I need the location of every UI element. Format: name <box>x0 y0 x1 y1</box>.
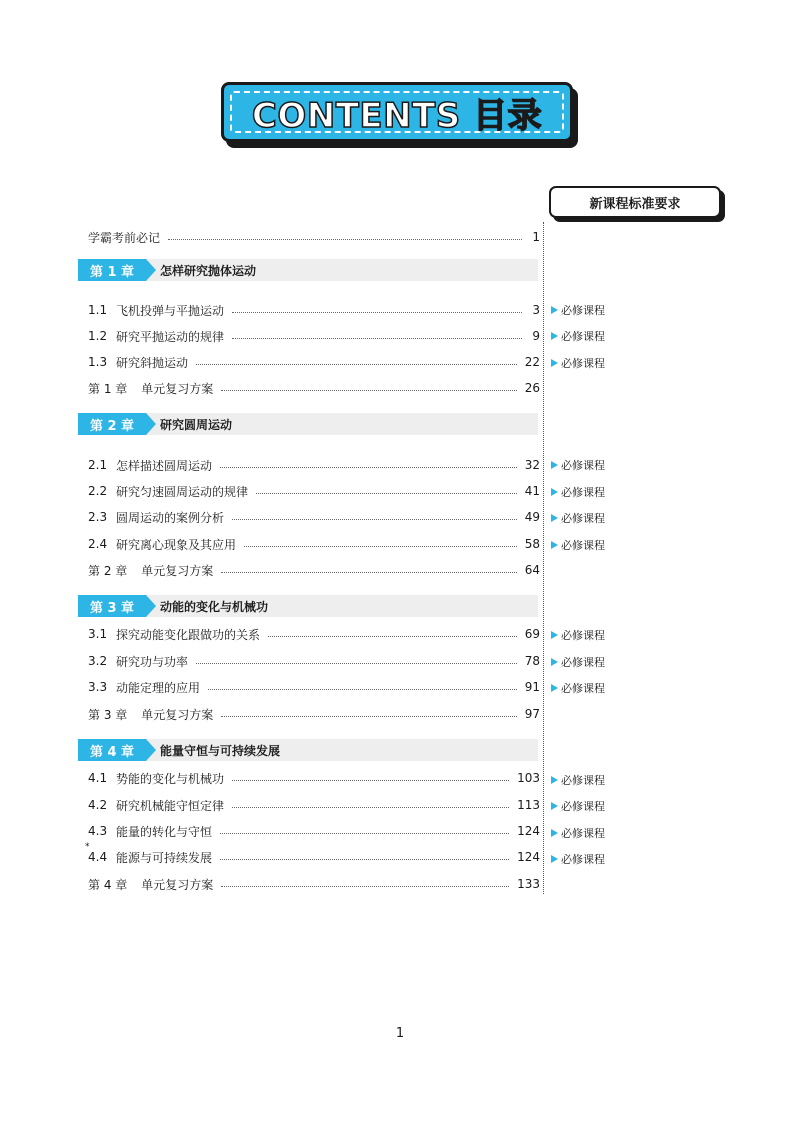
section-title: 能源与可持续发展 <box>116 850 213 865</box>
leader-dots <box>232 780 509 781</box>
triangle-icon <box>551 359 558 367</box>
toc-row-section[interactable] <box>88 822 540 840</box>
section-page: 69 <box>524 627 540 641</box>
chapter-label: 第 2 章 <box>78 413 146 435</box>
requirement-label: 必修课程 <box>561 539 605 552</box>
page-title: CONTENTS 目录 <box>251 95 543 136</box>
leader-dots <box>232 807 509 808</box>
toc-row-section[interactable] <box>88 769 540 787</box>
section-title: 研究功与功率 <box>116 654 189 669</box>
section-title: 研究离心现象及其应用 <box>116 537 237 552</box>
review-chapter: 第 1 章 <box>88 381 128 396</box>
review-page: 133 <box>517 877 540 891</box>
chapter-header-4[interactable] <box>78 739 538 761</box>
section-page: 124 <box>517 824 540 838</box>
requirement-label: 必修课程 <box>561 800 605 813</box>
toc-row-section[interactable] <box>88 796 540 814</box>
chapter-title: 动能的变化与机械功 <box>160 599 269 614</box>
review-page: 97 <box>524 707 540 721</box>
requirement-tag <box>551 484 605 500</box>
requirement-tag <box>551 302 605 318</box>
toc-row-section[interactable] <box>88 482 540 500</box>
leader-dots <box>221 716 516 717</box>
leader-dots <box>196 663 517 664</box>
chapter-header-2[interactable] <box>78 413 538 435</box>
toc-row-review[interactable] <box>88 875 540 893</box>
triangle-icon <box>551 829 558 837</box>
triangle-icon <box>551 306 558 314</box>
requirement-tag <box>551 537 605 553</box>
triangle-icon <box>551 802 558 810</box>
toc-row-review[interactable] <box>88 379 540 397</box>
section-number: 4.3 <box>88 824 108 838</box>
toc-row-section[interactable] <box>88 678 540 696</box>
section-page: 103 <box>517 771 540 785</box>
requirement-tag <box>551 355 605 371</box>
leader-dots <box>221 572 516 573</box>
section-title: 研究匀速圆周运动的规律 <box>116 484 249 499</box>
requirement-label: 必修课程 <box>561 774 605 787</box>
toc-row-review[interactable] <box>88 561 540 579</box>
section-page: 3 <box>532 303 540 317</box>
section-page: 91 <box>524 680 540 694</box>
section-title: 探究动能变化跟做功的关系 <box>116 627 261 642</box>
section-number: 1.3 <box>88 355 108 369</box>
requirement-tag <box>551 328 605 344</box>
triangle-icon <box>551 514 558 522</box>
review-page: 26 <box>524 381 540 395</box>
requirement-label: 必修课程 <box>561 357 605 370</box>
section-number: 3.1 <box>88 627 108 641</box>
leader-dots <box>220 859 509 860</box>
review-title: 单元复习方案 <box>141 877 214 892</box>
section-page: 22 <box>524 355 540 369</box>
title-banner-dashed-border <box>230 91 564 136</box>
section-title: 能量的转化与守恒 <box>116 824 213 839</box>
section-title: 研究机械能守恒定律 <box>116 798 225 813</box>
requirement-label: 必修课程 <box>561 486 605 499</box>
requirement-label: 必修课程 <box>561 459 605 472</box>
leader-dots <box>221 886 509 887</box>
section-number: 3.2 <box>88 654 108 668</box>
review-title: 单元复习方案 <box>141 707 214 722</box>
leader-dots <box>232 312 522 313</box>
requirement-label: 必修课程 <box>561 512 605 525</box>
requirement-tag <box>551 654 605 670</box>
leader-dots <box>232 519 517 520</box>
section-number: 3.3 <box>88 680 108 694</box>
requirement-label: 必修课程 <box>561 629 605 642</box>
section-number: 2.1 <box>88 458 108 472</box>
section-title: 动能定理的应用 <box>116 680 201 695</box>
toc-row-section[interactable] <box>88 353 540 371</box>
section-page: 9 <box>532 329 540 343</box>
requirement-tag <box>551 510 605 526</box>
section-page: 124 <box>517 850 540 864</box>
review-chapter: 第 3 章 <box>88 707 128 722</box>
leader-dots <box>221 390 516 391</box>
triangle-icon <box>551 855 558 863</box>
leader-dots <box>256 493 517 494</box>
toc-row-section[interactable] <box>88 327 540 345</box>
requirements-header: 新课程标准要求 <box>549 186 721 218</box>
requirement-tag <box>551 851 605 867</box>
review-chapter: 第 4 章 <box>88 877 128 892</box>
leader-dots <box>232 338 522 339</box>
toc-row-intro[interactable] <box>88 228 540 246</box>
chapter-title: 能量守恒与可持续发展 <box>160 743 281 758</box>
toc-row-section[interactable] <box>88 625 540 643</box>
requirement-tag <box>551 627 605 643</box>
section-title: 圆周运动的案例分析 <box>116 510 225 525</box>
title-banner <box>221 82 573 142</box>
toc-row-section[interactable] <box>88 508 540 526</box>
page-number: 1 <box>395 1026 405 1041</box>
requirement-label: 必修课程 <box>561 304 605 317</box>
leader-dots <box>268 636 517 637</box>
leader-dots <box>208 689 517 690</box>
section-number: 2.2 <box>88 484 108 498</box>
section-number: 4.2 <box>88 798 108 812</box>
triangle-icon <box>551 488 558 496</box>
review-title: 单元复习方案 <box>141 381 214 396</box>
column-divider <box>543 222 544 894</box>
section-number: 1.2 <box>88 329 108 343</box>
section-page: 78 <box>524 654 540 668</box>
section-title: 研究平抛运动的规律 <box>116 329 225 344</box>
section-title: 飞机投弹与平抛运动 <box>116 303 225 318</box>
section-page: 58 <box>524 537 540 551</box>
leader-dots <box>244 546 517 547</box>
section-number: 4.4 <box>88 850 108 864</box>
requirement-tag <box>551 772 605 788</box>
chapter-header-3[interactable] <box>78 595 538 617</box>
chapter-label: 第 1 章 <box>78 259 146 281</box>
requirement-label: 必修课程 <box>561 682 605 695</box>
section-number: 2.3 <box>88 510 108 524</box>
chapter-header-1[interactable] <box>78 259 538 281</box>
toc-row-section[interactable] <box>88 456 540 474</box>
section-page: 41 <box>524 484 540 498</box>
triangle-icon <box>551 461 558 469</box>
review-page: 64 <box>524 563 540 577</box>
leader-dots <box>168 239 522 240</box>
section-page: 49 <box>524 510 540 524</box>
section-number: 4.1 <box>88 771 108 785</box>
triangle-icon <box>551 658 558 666</box>
toc-row-section[interactable] <box>88 535 540 553</box>
chapter-title: 怎样研究抛体运动 <box>160 263 257 278</box>
triangle-icon <box>551 684 558 692</box>
requirement-tag <box>551 457 605 473</box>
triangle-icon <box>551 332 558 340</box>
requirement-tag <box>551 825 605 841</box>
chapter-label: 第 3 章 <box>78 595 146 617</box>
requirement-label: 必修课程 <box>561 827 605 840</box>
leader-dots <box>220 467 517 468</box>
optional-marker: * <box>85 842 90 852</box>
requirement-label: 必修课程 <box>561 330 605 343</box>
toc-row-title: 学霸考前必记 <box>88 230 161 245</box>
section-number: 2.4 <box>88 537 108 551</box>
section-title: 势能的变化与机械功 <box>116 771 225 786</box>
chapter-label: 第 4 章 <box>78 739 146 761</box>
section-page: 32 <box>524 458 540 472</box>
leader-dots <box>220 833 509 834</box>
triangle-icon <box>551 541 558 549</box>
toc-row-section[interactable] <box>88 652 540 670</box>
triangle-icon <box>551 631 558 639</box>
requirement-tag <box>551 680 605 696</box>
triangle-icon <box>551 776 558 784</box>
toc-row-section[interactable] <box>88 301 540 319</box>
requirement-label: 必修课程 <box>561 656 605 669</box>
section-number: 1.1 <box>88 303 108 317</box>
toc-row-section[interactable] <box>85 842 540 866</box>
review-title: 单元复习方案 <box>141 563 214 578</box>
toc-row-review[interactable] <box>88 705 540 723</box>
section-title: 研究斜抛运动 <box>116 355 189 370</box>
leader-dots <box>196 364 517 365</box>
review-chapter: 第 2 章 <box>88 563 128 578</box>
section-title: 怎样描述圆周运动 <box>116 458 213 473</box>
section-page: 113 <box>517 798 540 812</box>
requirement-label: 必修课程 <box>561 853 605 866</box>
chapter-title: 研究圆周运动 <box>160 417 233 432</box>
requirement-tag <box>551 798 605 814</box>
toc-row-page: 1 <box>532 230 540 244</box>
